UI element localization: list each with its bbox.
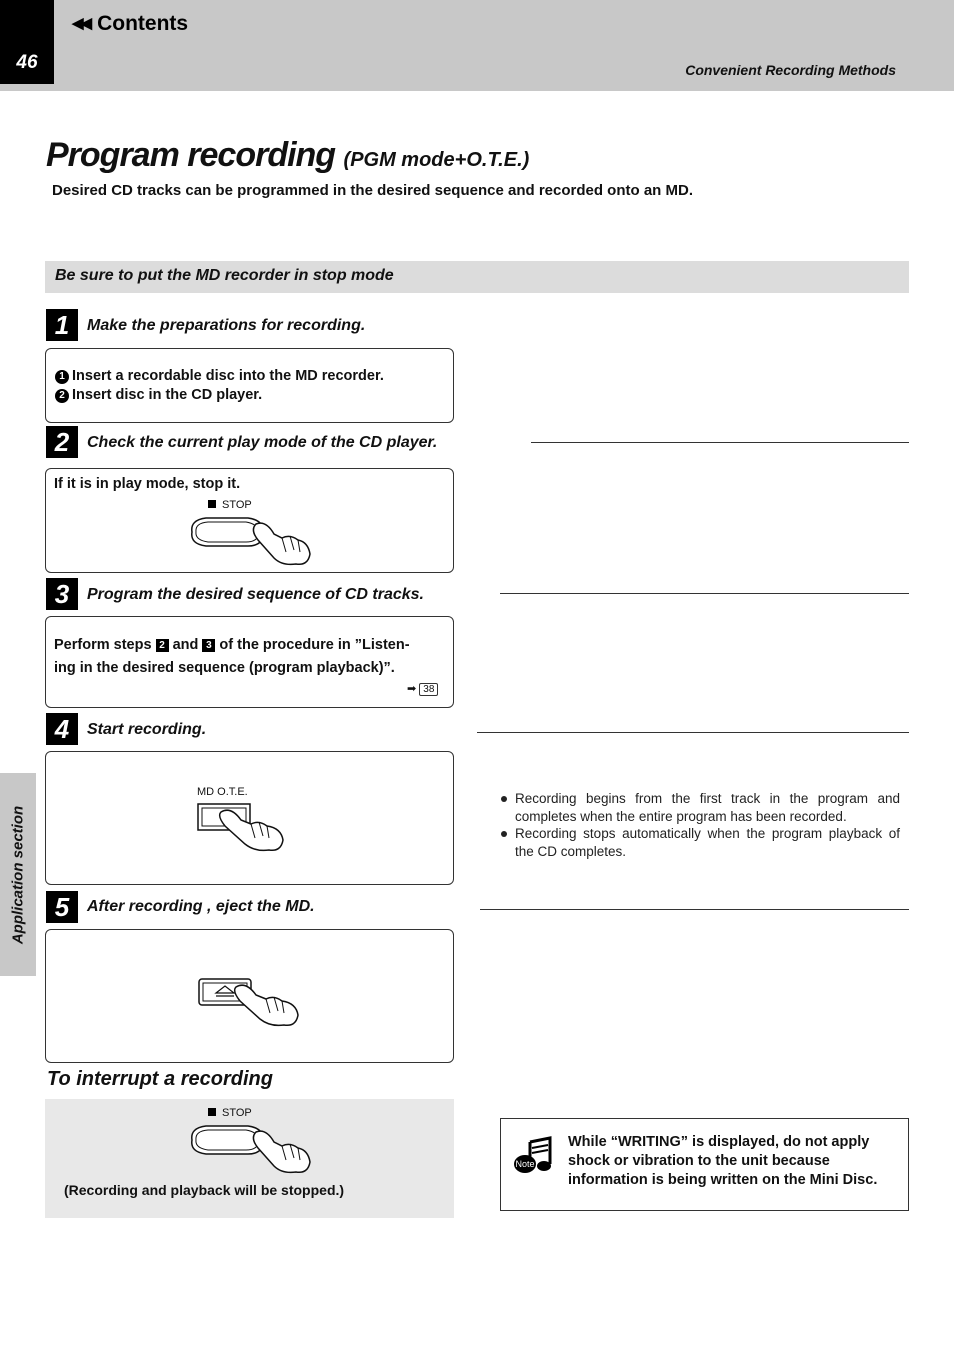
- eject-button-press-illustration[interactable]: [196, 975, 306, 1035]
- rewind-icon: ◀◀: [72, 15, 90, 32]
- step-1-number: 1: [46, 309, 78, 341]
- side-tab[interactable]: [0, 773, 36, 976]
- step-ref-2: 2: [156, 639, 169, 652]
- step-3-text-c: of the procedure in ”Listen-: [219, 637, 410, 653]
- circled-number-2: 2: [55, 389, 69, 403]
- step-4-title: Start recording.: [87, 721, 207, 738]
- interrupt-heading: To interrupt a recording: [47, 1068, 273, 1090]
- page-reference[interactable]: [407, 682, 438, 696]
- intro-text: Desired CD tracks can be programmed in the desired sequence and recorded onto an MD.: [52, 182, 694, 199]
- step-1-line-2: [55, 386, 262, 405]
- banner-text: Be sure to put the MD recorder in stop mode: [55, 267, 394, 284]
- separator-line: [500, 593, 909, 594]
- step-2-title: Check the current play mode of the CD player.: [87, 434, 438, 451]
- md-ote-button-press-illustration[interactable]: [195, 800, 290, 856]
- page-title: [46, 136, 529, 175]
- step-3-text-b: and: [172, 637, 199, 653]
- note-icon-label: Note: [515, 1159, 535, 1169]
- separator-line: [477, 732, 909, 733]
- stop-mode-banner: [45, 261, 909, 293]
- step-1-line-2-text: Insert disc in the CD player.: [72, 387, 263, 403]
- step-3-text: [54, 634, 446, 680]
- step-3-number: 3: [46, 578, 78, 610]
- side-tab-label: Application section: [9, 805, 27, 944]
- title-sub: (PGM mode+O.T.E.): [343, 149, 530, 171]
- step-3-text-a: Perform steps: [54, 637, 152, 653]
- list-item: Recording stops automatically when the program playback of the CD completes.: [500, 825, 900, 860]
- step-ref-3: 3: [202, 639, 215, 652]
- stop-button-press-illustration[interactable]: [186, 512, 316, 570]
- step-4-number: 4: [46, 713, 78, 745]
- note-text: While “WRITING” is displayed, do not apply shock or vibration to the unit because information is being written on the Mini Disc.: [568, 1134, 878, 1188]
- arrow-right-icon: ➡: [407, 683, 417, 695]
- step-5-title: After recording , eject the MD.: [87, 898, 315, 915]
- music-note-icon: [510, 1136, 554, 1178]
- step-5-number: 5: [46, 891, 78, 923]
- page-number: 46: [16, 52, 38, 73]
- step-3-text-line-2: ing in the desired sequence (program playback)”.: [54, 660, 395, 676]
- contents-link[interactable]: [72, 12, 188, 36]
- interrupt-stop-text: STOP: [222, 1107, 252, 1119]
- separator-line: [480, 909, 909, 910]
- circled-number-1: 1: [55, 370, 69, 384]
- stop-button-label: [208, 499, 252, 511]
- section-title: Convenient Recording Methods: [685, 62, 896, 78]
- step-1-line-1: [55, 367, 384, 386]
- page-reference-number: 38: [419, 683, 438, 696]
- step-3-title: Program the desired sequence of CD tracks.: [87, 586, 424, 603]
- interrupt-note: (Recording and playback will be stopped.): [64, 1182, 345, 1198]
- step-1-line-1-text: Insert a recordable disc into the MD recorder.: [72, 368, 384, 384]
- separator-line: [531, 442, 909, 443]
- stop-label-text: STOP: [222, 499, 252, 511]
- step-2-number: 2: [46, 426, 78, 458]
- step-1-title: Make the preparations for recording.: [87, 317, 366, 334]
- step-2-text: If it is in play mode, stop it.: [54, 476, 241, 492]
- interrupt-stop-button-illustration[interactable]: [186, 1120, 316, 1178]
- recording-notes-list: [500, 790, 900, 860]
- interrupt-stop-label: [208, 1107, 252, 1119]
- stop-square-icon: [208, 500, 216, 508]
- contents-label: Contents: [97, 12, 189, 35]
- stop-square-icon: [208, 1108, 216, 1116]
- md-ote-button-label: MD O.T.E.: [197, 786, 248, 798]
- title-main: Program recording: [46, 136, 336, 174]
- list-item: Recording begins from the first track in the program and completes when the entire program has been recorded.: [500, 790, 900, 825]
